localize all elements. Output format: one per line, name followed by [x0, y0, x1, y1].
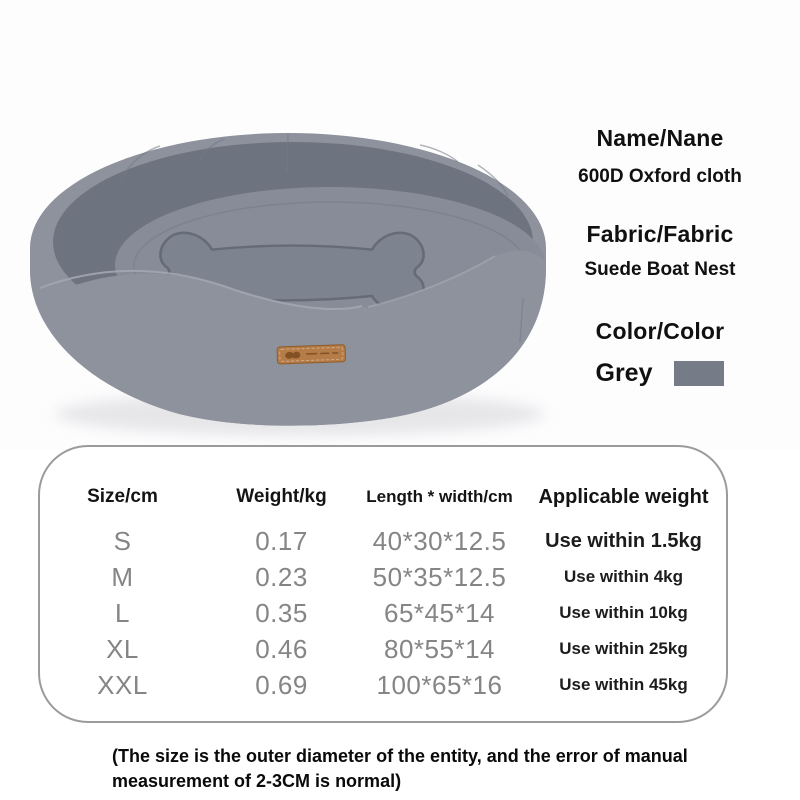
color-swatch: [674, 361, 724, 386]
name-label: Name/Nane: [596, 125, 724, 151]
applicable-weight-value: Use within 45kg: [559, 675, 688, 694]
weight-value: 0.35: [255, 597, 308, 628]
size-table-header: [40, 479, 726, 515]
table-row-xxl: [40, 667, 726, 703]
size-value: L: [115, 597, 130, 628]
header-weight: Weight/kg: [236, 486, 327, 507]
size-value: XL: [106, 633, 139, 664]
size-value: M: [111, 561, 134, 592]
dimensions-value: 65*45*14: [384, 597, 495, 628]
weight-value: 0.17: [255, 525, 308, 556]
dimensions-value: 80*55*14: [384, 633, 495, 664]
weight-value: 0.23: [255, 561, 308, 592]
applicable-weight-value: Use within 4kg: [563, 567, 684, 586]
size-table-card: [38, 445, 728, 723]
weight-value: 0.46: [255, 633, 308, 664]
color-value-row: [570, 359, 750, 388]
color-value: Grey: [595, 359, 653, 387]
dimensions-value: 100*65*16: [376, 669, 503, 700]
applicable-weight-value: Use within 10kg: [559, 603, 688, 622]
header-applicable-weight: Applicable weight: [538, 485, 709, 508]
header-dimensions: Length * width/cm: [366, 487, 513, 506]
table-row-l: [40, 595, 726, 631]
dimensions-value: 40*30*12.5: [372, 525, 507, 556]
measurement-footnote: (The size is the outer diameter of the entity, and the error of manual measurement of 2-3CM is normal): [112, 746, 688, 791]
size-table-body: [40, 523, 726, 703]
applicable-weight-value: Use within 25kg: [559, 639, 688, 658]
name-value: 600D Oxford cloth: [578, 166, 742, 187]
color-label: Color/Color: [595, 318, 725, 344]
table-row-m: [40, 559, 726, 595]
size-value: S: [113, 525, 132, 556]
size-value: XXL: [97, 669, 148, 700]
table-row-s: [40, 523, 726, 559]
header-size: Size/cm: [87, 486, 158, 507]
weight-value: 0.69: [255, 669, 308, 700]
applicable-weight-value: Use within 1.5kg: [545, 529, 702, 552]
dimensions-value: 50*35*12.5: [372, 561, 507, 592]
fabric-value: Suede Boat Nest: [584, 259, 736, 280]
table-row-xl: [40, 631, 726, 667]
tag-text-hint: [306, 353, 338, 354]
fabric-label: Fabric/Fabric: [586, 221, 734, 247]
